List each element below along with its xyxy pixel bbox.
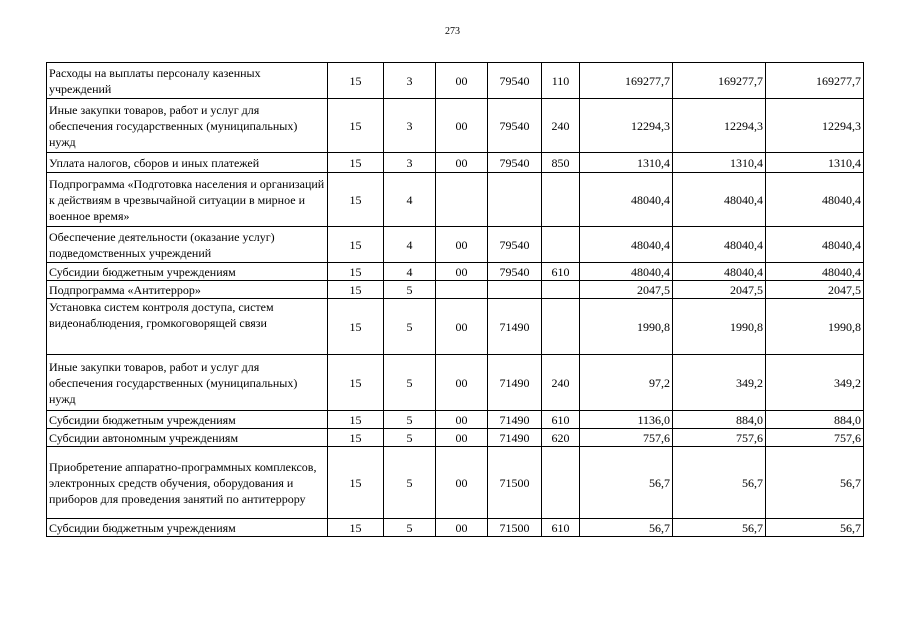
expense-type-code: 610 [542,519,580,537]
subsection-code: 5 [384,519,436,537]
row-name: Иные закупки товаров, работ и услуг для обеспечения государственных (муниципальных) нужд [47,355,328,411]
section-code: 15 [328,99,384,153]
subsection-code: 4 [384,227,436,263]
expense-type-code [542,173,580,227]
target-article-code: 79540 [488,263,542,281]
amount-2: 48040,4 [673,263,766,281]
program-code: 00 [436,63,488,99]
row-name: Расходы на выплаты персоналу казенных учреждений [47,63,328,99]
amount-2: 56,7 [673,519,766,537]
expense-type-code: 620 [542,429,580,447]
section-code: 15 [328,447,384,519]
amount-2: 12294,3 [673,99,766,153]
amount-3: 12294,3 [766,99,864,153]
row-name: Обеспечение деятельности (оказание услуг) подведомственных учреждений [47,227,328,263]
program-code: 00 [436,299,488,355]
subsection-code: 5 [384,281,436,299]
amount-3: 169277,7 [766,63,864,99]
amount-2: 48040,4 [673,173,766,227]
amount-2: 48040,4 [673,227,766,263]
section-code: 15 [328,173,384,227]
amount-3: 1310,4 [766,153,864,173]
amount-1: 56,7 [580,447,673,519]
subsection-code: 3 [384,99,436,153]
amount-3: 48040,4 [766,173,864,227]
target-article-code [488,281,542,299]
program-code: 00 [436,263,488,281]
table-row [47,227,864,263]
program-code: 00 [436,153,488,173]
expense-type-code: 850 [542,153,580,173]
section-code: 15 [328,153,384,173]
amount-1: 1310,4 [580,153,673,173]
subsection-code: 5 [384,429,436,447]
table-row [47,153,864,173]
row-name: Иные закупки товаров, работ и услуг для обеспечения государственных (муниципальных) нужд [47,99,328,153]
program-code [436,281,488,299]
expense-type-code [542,299,580,355]
amount-1: 12294,3 [580,99,673,153]
section-code: 15 [328,263,384,281]
row-name: Субсидии бюджетным учреждениям [47,411,328,429]
amount-2: 757,6 [673,429,766,447]
section-code: 15 [328,429,384,447]
program-code: 00 [436,519,488,537]
section-code: 15 [328,299,384,355]
table-row [47,281,864,299]
program-code: 00 [436,447,488,519]
section-code: 15 [328,227,384,263]
subsection-code: 5 [384,411,436,429]
table-row [47,263,864,281]
section-code: 15 [328,411,384,429]
amount-3: 1990,8 [766,299,864,355]
row-name: Субсидии автономным учреждениям [47,429,328,447]
expense-type-code: 610 [542,411,580,429]
program-code: 00 [436,429,488,447]
subsection-code: 3 [384,63,436,99]
expense-type-code: 240 [542,99,580,153]
amount-2: 1310,4 [673,153,766,173]
program-code: 00 [436,355,488,411]
amount-2: 349,2 [673,355,766,411]
target-article-code: 71500 [488,519,542,537]
expense-type-code [542,281,580,299]
table-row [47,519,864,537]
section-code: 15 [328,281,384,299]
expense-type-code: 240 [542,355,580,411]
program-code [436,173,488,227]
amount-1: 169277,7 [580,63,673,99]
section-code: 15 [328,519,384,537]
amount-3: 48040,4 [766,263,864,281]
program-code: 00 [436,99,488,153]
row-name: Субсидии бюджетным учреждениям [47,519,328,537]
subsection-code: 3 [384,153,436,173]
program-code: 00 [436,411,488,429]
program-code: 00 [436,227,488,263]
table-row [47,429,864,447]
amount-1: 2047,5 [580,281,673,299]
amount-2: 169277,7 [673,63,766,99]
subsection-code: 5 [384,447,436,519]
table-row [47,99,864,153]
amount-3: 56,7 [766,519,864,537]
expense-type-code [542,227,580,263]
amount-2: 56,7 [673,447,766,519]
budget-table [46,62,864,537]
target-article-code: 71500 [488,447,542,519]
target-article-code: 71490 [488,299,542,355]
amount-1: 97,2 [580,355,673,411]
target-article-code: 79540 [488,227,542,263]
subsection-code: 5 [384,299,436,355]
amount-2: 1990,8 [673,299,766,355]
table-row [47,447,864,519]
amount-3: 884,0 [766,411,864,429]
amount-1: 48040,4 [580,263,673,281]
amount-1: 1990,8 [580,299,673,355]
target-article-code: 79540 [488,63,542,99]
row-name: Подпрограмма «Подготовка населения и организаций к действиям в чрезвычайной ситуации в мирное и военное время» [47,173,328,227]
amount-3: 56,7 [766,447,864,519]
amount-3: 757,6 [766,429,864,447]
table-row [47,63,864,99]
section-code: 15 [328,63,384,99]
table-row [47,355,864,411]
table-row [47,299,864,355]
expense-type-code: 610 [542,263,580,281]
target-article-code: 71490 [488,355,542,411]
amount-3: 349,2 [766,355,864,411]
row-name: Установка систем контроля доступа, систем видеонаблюдения, громкоговорящей связи [47,299,328,355]
amount-2: 2047,5 [673,281,766,299]
amount-1: 56,7 [580,519,673,537]
amount-2: 884,0 [673,411,766,429]
row-name: Подпрограмма «Антитеррор» [47,281,328,299]
subsection-code: 4 [384,263,436,281]
row-name: Приобретение аппаратно-программных комплексов, электронных средств обучения, оборудования и приборов для проведения занятий по антитеррору [47,447,328,519]
row-name: Уплата налогов, сборов и иных платежей [47,153,328,173]
amount-1: 1136,0 [580,411,673,429]
target-article-code: 71490 [488,429,542,447]
expense-type-code [542,447,580,519]
table-row [47,411,864,429]
table-row [47,173,864,227]
amount-1: 48040,4 [580,173,673,227]
amount-1: 48040,4 [580,227,673,263]
section-code: 15 [328,355,384,411]
subsection-code: 4 [384,173,436,227]
subsection-code: 5 [384,355,436,411]
target-article-code: 79540 [488,99,542,153]
expense-type-code: 110 [542,63,580,99]
target-article-code [488,173,542,227]
target-article-code: 79540 [488,153,542,173]
page-number: 273 [445,26,460,37]
amount-3: 2047,5 [766,281,864,299]
row-name: Субсидии бюджетным учреждениям [47,263,328,281]
target-article-code: 71490 [488,411,542,429]
amount-3: 48040,4 [766,227,864,263]
amount-1: 757,6 [580,429,673,447]
